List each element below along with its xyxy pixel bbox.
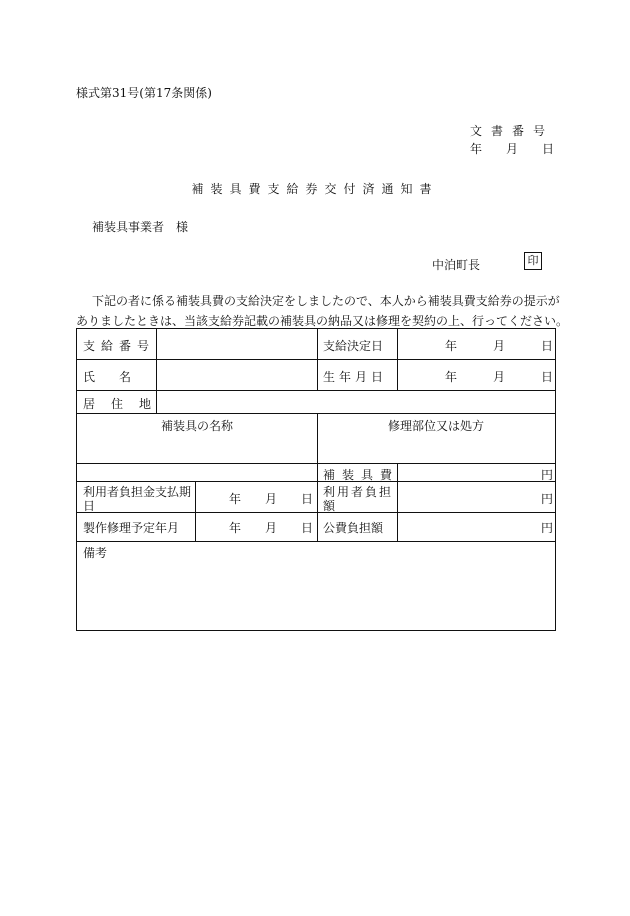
seal-mark: 印: [524, 252, 542, 270]
cost-yen: 円: [541, 468, 554, 482]
notification-form-table: [76, 328, 556, 631]
production-date-label: 製作修理予定年月: [83, 521, 180, 535]
production-year: 年: [229, 521, 242, 535]
user-payment-period-label-2: 日: [83, 499, 96, 513]
year-label: 年: [470, 142, 483, 156]
decision-year: 年: [445, 339, 458, 353]
public-burden-yen: 円: [541, 521, 554, 535]
public-burden-label: 公費負担額: [323, 521, 384, 535]
addressee: 補装具事業者 様: [92, 220, 189, 234]
production-day: 日: [301, 521, 314, 535]
birth-month: 月: [493, 370, 506, 384]
birth-year: 年: [445, 370, 458, 384]
document-number-label: 文書番号: [470, 124, 555, 138]
decision-day: 日: [541, 339, 554, 353]
cost-label: 補装具費: [323, 468, 400, 482]
day-label: 日: [542, 142, 555, 156]
birthdate-label: 生年月日: [323, 370, 388, 384]
form-number: 様式第31号(第17条関係): [76, 86, 212, 100]
payment-month: 月: [265, 492, 278, 506]
payment-year: 年: [229, 492, 242, 506]
month-label: 月: [506, 142, 519, 156]
name-label: 氏 名: [83, 370, 132, 384]
payment-day: 日: [301, 492, 314, 506]
support-number-label: 支給番号: [83, 339, 156, 353]
user-burden-label: 利用者負担: [323, 485, 394, 499]
document-title: 補装具費支給券交付済通知書: [191, 182, 439, 196]
birth-day: 日: [541, 370, 554, 384]
body-text-line-1: 下記の者に係る補装具費の支給決定をしましたので、本人から補装具費支給券の提示が: [92, 294, 560, 308]
issuer-name: 中泊町長: [432, 258, 481, 272]
user-payment-period-label: 利用者負担金支払期: [83, 485, 192, 499]
user-burden-label-2: 額: [323, 499, 336, 513]
repair-label: 修理部位又は処方: [387, 419, 484, 433]
device-name-label: 補装具の名称: [160, 419, 233, 433]
decision-month: 月: [493, 339, 506, 353]
production-month: 月: [265, 521, 278, 535]
user-burden-yen: 円: [541, 492, 554, 506]
address-label: 居住地: [83, 397, 168, 411]
decision-date-label: 支給決定日: [323, 339, 384, 353]
body-text-line-2: ありましたときは、当該支給券記載の補装具の納品又は修理を契約の上、行ってください。: [76, 314, 569, 328]
remarks-label: 備考: [83, 546, 108, 560]
